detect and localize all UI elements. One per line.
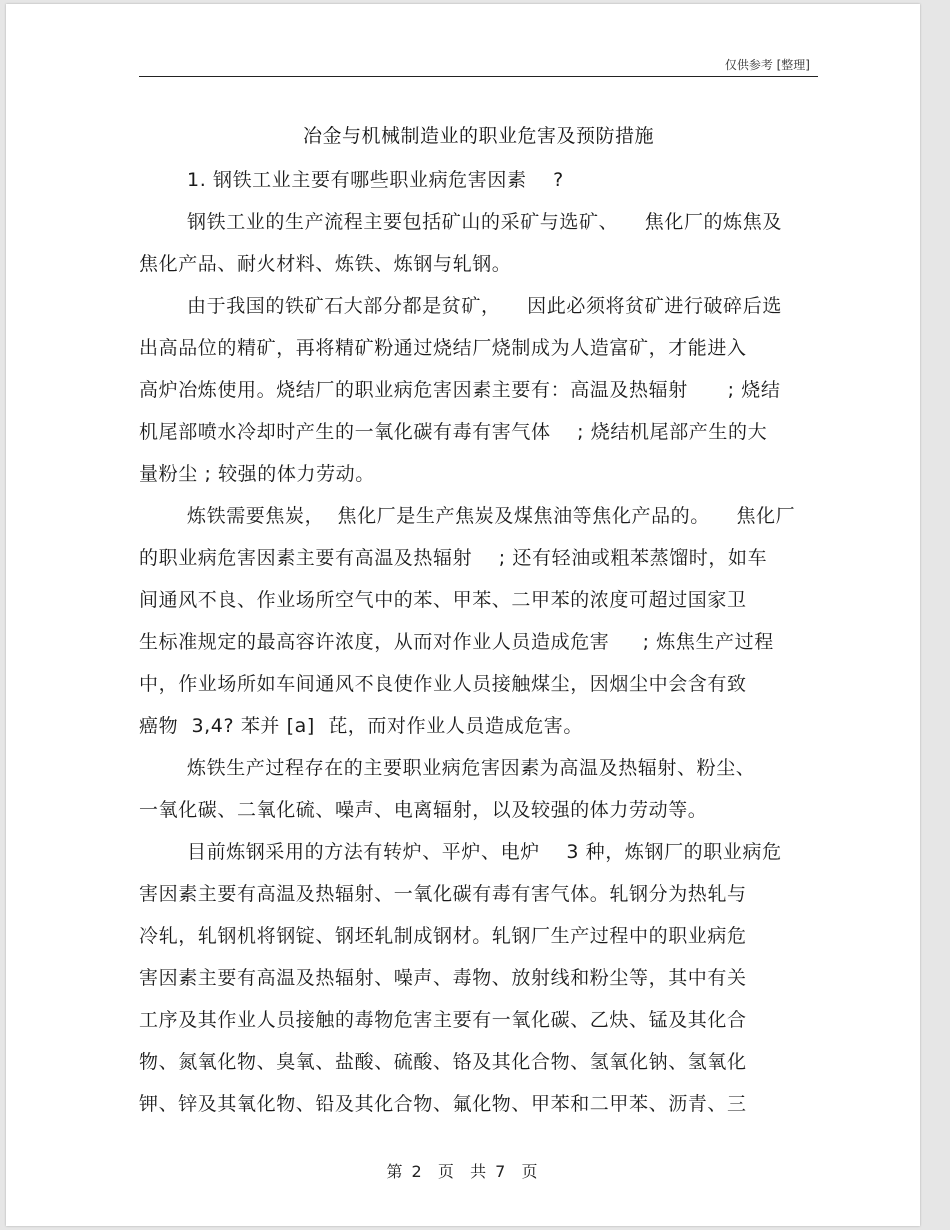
text-line: 工序及其作业人员接触的毒物危害主要有一氧化碳、乙炔、锰及其化合 — [139, 1009, 747, 1031]
header-divider — [139, 76, 818, 77]
text-line: 生标准规定的最高容许浓度，从而对作业人员造成危害 ; 炼焦生产过程 — [139, 631, 774, 653]
text-line: 1. 钢铁工业主要有哪些职业病危害因素 ? — [187, 169, 564, 191]
text-line: 机尾部喷水冷却时产生的一氧化碳有毒有害气体 ; 烧结机尾部产生的大 — [139, 421, 768, 443]
text-line: 钢铁工业的生产流程主要包括矿山的采矿与选矿、 焦化厂的炼焦及 — [187, 211, 782, 233]
header-note: 仅供参考 [整理] — [724, 58, 810, 72]
text-line: 高炉冶炼使用。烧结厂的职业病危害因素主要有：高温及热辐射 ; 烧结 — [139, 379, 781, 401]
text-line: 害因素主要有高温及热辐射、噪声、毒物、放射线和粉尘等，其中有关 — [139, 967, 747, 989]
text-line: 冷轧，轧钢机将钢锭、钢坯轧制成钢材。轧钢厂生产过程中的职业病危 — [139, 925, 747, 947]
text-line: 目前炼钢采用的方法有转炉、平炉、电炉 3 种，炼钢厂的职业病危 — [187, 841, 782, 863]
text-line: 中，作业场所如车间通风不良使作业人员接触煤尘，因烟尘中会含有致 — [139, 673, 747, 695]
text-line: 出高品位的精矿，再将精矿粉通过烧结厂烧制成为人造富矿，才能进入 — [139, 337, 747, 359]
text-line: 炼铁生产过程存在的主要职业病危害因素为高温及热辐射、粉尘、 — [187, 757, 756, 779]
text-line: 害因素主要有高温及热辐射、一氧化碳有毒有害气体。轧钢分为热轧与 — [139, 883, 747, 905]
text-line: 癌物 3,4? 苯并 [a] 芘，而对作业人员造成危害。 — [139, 715, 584, 737]
page-footer: 第 2 页 共 7 页 — [386, 1162, 540, 1181]
text-line: 间通风不良、作业场所空气中的苯、甲苯、二甲苯的浓度可超过国家卫 — [139, 589, 747, 611]
text-line: 物、氮氧化物、臭氧、盐酸、硫酸、铬及其化合物、氢氧化钠、氢氧化 — [139, 1051, 747, 1073]
text-line: 钾、锌及其氧化物、铅及其化合物、氟化物、甲苯和二甲苯、沥青、三 — [139, 1093, 747, 1115]
text-line: 焦化产品、耐火材料、炼铁、炼钢与轧钢。 — [139, 253, 512, 275]
document-page — [6, 4, 920, 1226]
text-line: 一氧化碳、二氧化硫、噪声、电离辐射，以及较强的体力劳动等。 — [139, 799, 708, 821]
text-line: 由于我国的铁矿石大部分都是贫矿， 因此必须将贫矿进行破碎后选 — [187, 295, 782, 317]
text-line: 炼铁需要焦炭， 焦化厂是生产焦炭及煤焦油等焦化产品的。 焦化厂 — [187, 505, 796, 527]
text-line: 的职业病危害因素主要有高温及热辐射 ; 还有轻油或粗苯蒸馏时，如车 — [139, 547, 768, 569]
text-line: 量粉尘 ; 较强的体力劳动。 — [139, 463, 375, 485]
document-title: 冶金与机械制造业的职业危害及预防措施 — [302, 125, 654, 147]
document-body — [139, 159, 819, 1125]
